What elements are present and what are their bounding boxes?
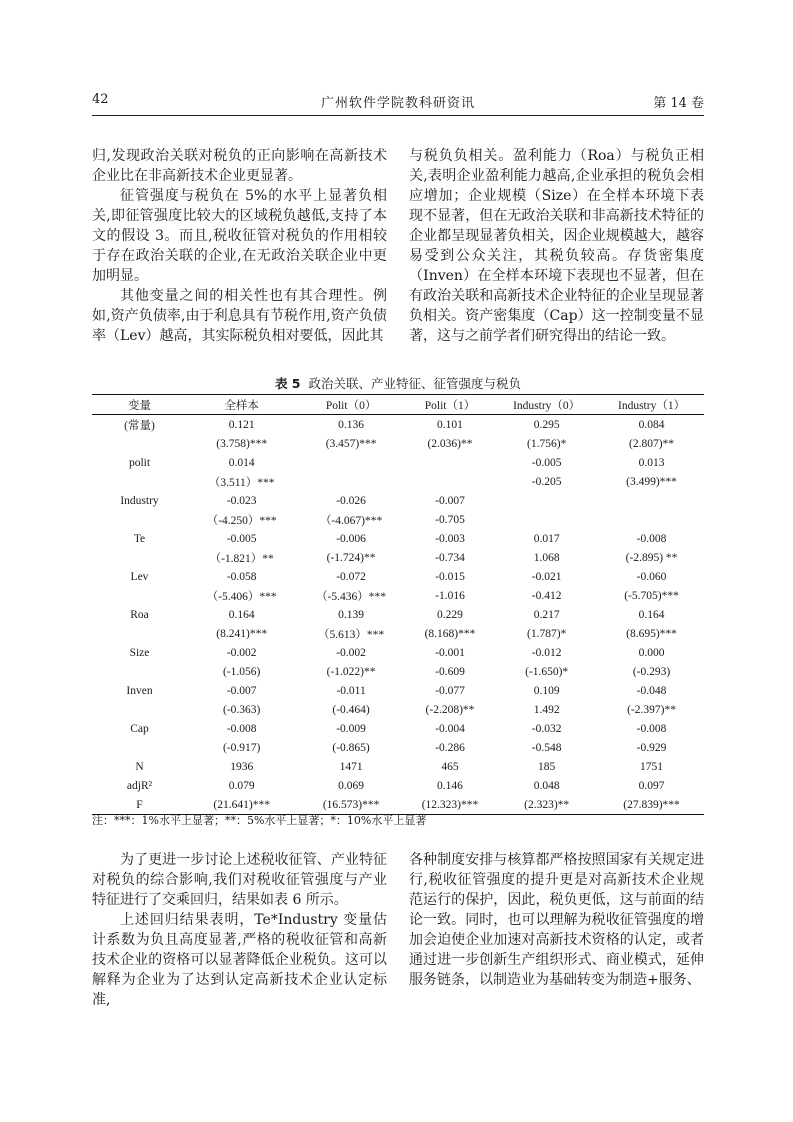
- value-cell: 1471: [339, 760, 363, 773]
- value-cell: 0.295: [533, 418, 560, 431]
- table-note: 注：***：1%水平上显著；**：5%水平上显著；*：10%水平上显著: [92, 814, 427, 827]
- value-cell: (-1.650)*: [525, 665, 569, 678]
- value-cell: [599, 510, 704, 529]
- value-cell: 0.013: [638, 456, 665, 469]
- value-cell: (3.457)***: [325, 437, 377, 450]
- table-row: [92, 624, 704, 643]
- value-cell: 0.109: [533, 684, 560, 697]
- value-cell: （-4.250）***: [206, 514, 277, 527]
- value-cell: -0.002: [336, 646, 366, 659]
- value-cell: -0.734: [435, 551, 465, 564]
- volume-label: 第 14 卷: [653, 96, 704, 111]
- variable-cell: [92, 662, 187, 681]
- value-cell: (1.756)*: [526, 437, 567, 450]
- value-cell: 0.048: [533, 779, 560, 792]
- variable-cell: (常量): [124, 419, 155, 432]
- value-cell: 0.079: [228, 779, 255, 792]
- value-cell: -0.058: [226, 570, 257, 583]
- value-cell: (2.036)**: [427, 437, 473, 450]
- value-cell: (-2.208)**: [425, 703, 475, 716]
- paragraph: 与税负负相关。盈利能力（Roa）与税负正相关,表明企业盈利能力越高,企业承担的税负会相应增加；企业规模（Size）在全样本环境下表现不显著，但在无政治关联和非高新技术特征的企业都呈现显著负相关，因企业规模越大，越容易受到公众关注，其税负较高。存货密集度（Inven）在全样本环境下表现也不显著，但在有政治关联和高新技术企业特征的企业呈现显著负相关。资产密集度（Cap）这一控制变量不显著，这与之前学者们研究得出的结论一致。: [409, 148, 704, 344]
- value-cell: 0.146: [437, 779, 463, 792]
- table-row: [92, 738, 704, 757]
- value-cell: -0.060: [636, 570, 667, 583]
- value-cell: (-2.895) **: [625, 551, 678, 564]
- value-cell: (16.573)***: [296, 795, 405, 815]
- value-cell: -0.032: [531, 722, 562, 735]
- value-cell: 1751: [640, 760, 664, 773]
- value-cell: -0.012: [531, 646, 562, 659]
- value-cell: -0.007: [226, 684, 257, 697]
- variable-cell: N: [135, 760, 144, 773]
- table-row: [92, 434, 704, 453]
- value-cell: (3.499)***: [626, 475, 677, 488]
- paragraph: 各种制度安排与核算都严格按照国家有关规定进行,税收征管强度的提升更是对高新技术企业规范运行的保护，因此，税负更低，这与前面的结论一致。同时，也可以理解为税收征管强度的增加会迫使企业加速对高新技术资格的认定，或者通过进一步创新生产组织形式、商业模式，延伸服务链条，以制造业为基础转变为制造+服务、: [409, 852, 704, 988]
- top-right-column: [409, 146, 704, 346]
- value-cell: （-5.436）***: [316, 590, 387, 603]
- value-cell: -0.006: [336, 532, 366, 545]
- value-cell: 0.139: [338, 608, 365, 621]
- value-cell: [296, 472, 405, 491]
- table-row: [92, 776, 704, 795]
- page-header: [92, 92, 704, 112]
- table-row: [92, 548, 704, 567]
- value-cell: -0.072: [336, 570, 366, 583]
- variable-cell: Roa: [130, 608, 149, 621]
- value-cell: 0.121: [228, 418, 255, 431]
- value-cell: （-5.406）***: [206, 590, 277, 603]
- table-row: [92, 757, 704, 776]
- value-cell: (2.323)**: [494, 795, 599, 815]
- value-cell: (27.839)***: [599, 795, 704, 815]
- value-cell: -0.001: [435, 646, 465, 659]
- value-cell: -0.005: [226, 532, 257, 545]
- page-number: 42: [92, 92, 109, 107]
- value-cell: 0.069: [338, 779, 365, 792]
- value-cell: 0.164: [228, 608, 255, 621]
- variable-cell: Cap: [130, 722, 149, 735]
- value-cell: 465: [441, 760, 459, 773]
- value-cell: (-2.397)**: [627, 703, 676, 716]
- variable-cell: Inven: [126, 684, 153, 697]
- value-cell: [406, 472, 494, 491]
- paragraph: 归,发现政治关联对税负的正向影响在高新技术企业比在非高新技术企业更显著。: [92, 148, 387, 184]
- value-cell: (1.787)*: [526, 627, 567, 640]
- value-cell: -0.011: [336, 684, 366, 697]
- variable-cell: Size: [129, 646, 150, 659]
- table-row: [92, 529, 704, 548]
- value-cell: 1.492: [533, 703, 560, 716]
- value-cell: [406, 453, 494, 472]
- table-row: [92, 491, 704, 510]
- value-cell: -0.929: [636, 741, 667, 754]
- value-cell: 0.097: [638, 779, 665, 792]
- value-cell: (21.641)***: [187, 795, 296, 815]
- table-caption: [92, 374, 704, 392]
- value-cell: -0.286: [435, 741, 465, 754]
- variable-cell: [92, 586, 187, 605]
- table-title: 政治关联、产业特征、征管强度与税负: [308, 376, 522, 391]
- variable-cell: F: [92, 795, 187, 815]
- table-row: [92, 700, 704, 719]
- value-cell: (12.323)***: [406, 795, 494, 815]
- value-cell: 0.217: [533, 608, 560, 621]
- value-cell: -0.609: [435, 665, 465, 678]
- value-cell: -0.023: [226, 494, 257, 507]
- regression-table: [92, 394, 704, 815]
- value-cell: -0.705: [435, 513, 465, 526]
- table-row: [92, 586, 704, 605]
- variable-cell: [92, 624, 187, 643]
- value-cell: -0.003: [435, 532, 465, 545]
- value-cell: -0.009: [336, 722, 366, 735]
- value-cell: （5.613）***: [318, 628, 385, 641]
- value-cell: -0.026: [336, 494, 366, 507]
- value-cell: [599, 491, 704, 510]
- value-cell: (-1.056): [223, 665, 261, 678]
- value-cell: -0.048: [636, 684, 667, 697]
- journal-title: 广州软件学院教科研资讯: [320, 96, 475, 111]
- bottom-right-column: [409, 850, 704, 990]
- column-header: Polit（0）: [296, 395, 405, 415]
- value-cell: 0.101: [437, 418, 463, 431]
- top-left-column: [92, 146, 387, 346]
- value-cell: 1936: [230, 760, 254, 773]
- table-row: [92, 415, 704, 435]
- column-header: Polit（1）: [406, 395, 494, 415]
- value-cell: (-0.865): [332, 741, 370, 754]
- value-cell: -0.015: [435, 570, 465, 583]
- value-cell: 0.000: [638, 646, 665, 659]
- column-header: 全样本: [187, 395, 296, 415]
- value-cell: -0.021: [531, 570, 562, 583]
- variable-cell: [92, 510, 187, 529]
- variable-cell: [92, 738, 187, 757]
- value-cell: （-4.067)***: [319, 514, 383, 527]
- value-cell: -0.412: [531, 589, 562, 602]
- value-cell: -0.002: [226, 646, 257, 659]
- value-cell: 0.084: [638, 418, 665, 431]
- value-cell: (-0.293): [632, 665, 671, 678]
- value-cell: （-1.821）**: [209, 552, 274, 565]
- table-header-row: [92, 395, 704, 415]
- table-row: [92, 719, 704, 738]
- table-row: [92, 681, 704, 700]
- value-cell: 185: [538, 760, 556, 773]
- value-cell: -0.004: [435, 722, 465, 735]
- value-cell: (-1.724)**: [326, 551, 376, 564]
- value-cell: -0.548: [531, 741, 562, 754]
- table-row: [92, 510, 704, 529]
- variable-cell: Lev: [130, 570, 149, 583]
- header-rule: [92, 115, 704, 116]
- value-cell: 0.017: [533, 532, 560, 545]
- value-cell: -0.008: [636, 532, 667, 545]
- value-cell: (8.241)***: [216, 627, 268, 640]
- table-row: [92, 662, 704, 681]
- value-cell: [296, 453, 405, 472]
- bottom-left-column: [92, 850, 387, 1010]
- variable-cell: Industry: [120, 494, 159, 507]
- value-cell: -0.205: [531, 475, 562, 488]
- value-cell: (2.807)**: [629, 437, 675, 450]
- table-row: [92, 643, 704, 662]
- value-cell: (-0.464): [332, 703, 370, 716]
- value-cell: 0.014: [228, 456, 255, 469]
- variable-cell: [92, 434, 187, 453]
- value-cell: -0.008: [636, 722, 667, 735]
- value-cell: (8.695)***: [626, 627, 677, 640]
- value-cell: 0.136: [338, 418, 365, 431]
- variable-cell: Te: [133, 532, 146, 545]
- value-cell: -0.005: [531, 456, 562, 469]
- paragraph: 其他变量之间的相关性也有其合理性。例如,资产负债率,由于利息具有节税作用,资产负债率（Lev）越高，其实际税负相对要低，因此其: [92, 288, 387, 344]
- column-header: 变量: [92, 395, 187, 415]
- value-cell: [494, 510, 599, 529]
- table-row: [92, 453, 704, 472]
- table-row: [92, 472, 704, 491]
- value-cell: -0.007: [435, 494, 465, 507]
- value-cell: 0.229: [437, 608, 463, 621]
- variable-cell: [92, 700, 187, 719]
- value-cell: -0.077: [435, 684, 465, 697]
- column-header: Industry（1）: [599, 395, 704, 415]
- value-cell: (-5.705)***: [624, 589, 679, 602]
- value-cell: -0.008: [226, 722, 257, 735]
- value-cell: (8.168)***: [424, 627, 476, 640]
- paragraph: 为了更进一步讨论上述税收征管、产业特征对税负的综合影响,我们对税收征管强度与产业特征进行了交乘回归，结果如表 6 所示。: [92, 852, 387, 908]
- column-header: Industry（0）: [494, 395, 599, 415]
- table-label: 表 5: [274, 376, 301, 391]
- paragraph: 上述回归结果表明，Te*Industry 变量估计系数为负且高度显著,严格的税收征管和高新技术企业的资格可以显著降低企业税负。这可以解释为企业为了达到认定高新技术企业认定标准,: [92, 912, 387, 1008]
- value-cell: (-0.363): [223, 703, 261, 716]
- variable-cell: [92, 548, 187, 567]
- paragraph: 征管强度与税负在 5%的水平上显著负相关,即征管强度比较大的区域税负越低,支持了本文的假设 3。而且,税收征管对税负的作用相较于存在政治关联的企业,在无政治关联企业中更加明显。: [92, 188, 387, 284]
- value-cell: (-0.917): [223, 741, 261, 754]
- value-cell: (3.758)***: [216, 437, 268, 450]
- variable-cell: [92, 472, 187, 491]
- table-row: [92, 605, 704, 624]
- variable-cell: polit: [128, 456, 151, 469]
- value-cell: （3.511）***: [208, 476, 275, 489]
- value-cell: (-1.022)**: [326, 665, 376, 678]
- table-row: [92, 567, 704, 586]
- value-cell: 0.164: [638, 608, 665, 621]
- value-cell: [494, 491, 599, 510]
- variable-cell: adjR²: [126, 779, 153, 792]
- value-cell: 1.068: [533, 551, 560, 564]
- value-cell: -1.016: [435, 589, 465, 602]
